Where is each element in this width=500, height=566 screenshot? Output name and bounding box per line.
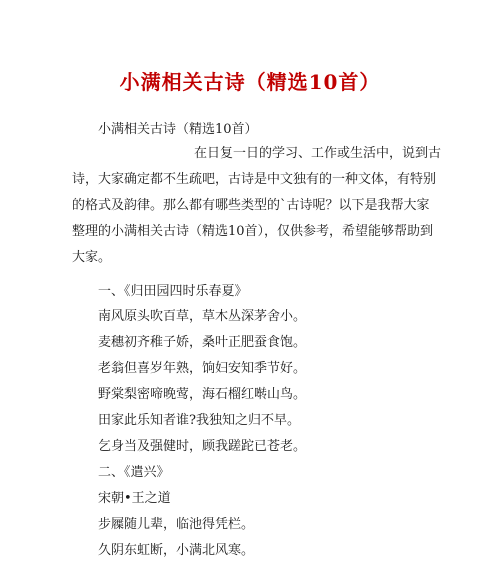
section-heading: 一、《归田园四时乐春夏》: [98, 284, 248, 299]
section-heading: 二、《遣兴》: [98, 465, 170, 480]
document-subheading: 小满相关古诗（精选10首）: [98, 122, 258, 137]
intro-paragraph: [72, 141, 442, 271]
poem-line: 久阴东虹断，小满北风寒。: [98, 543, 255, 558]
poem-line: 乞身当及强健时，顾我蹉跎已苍老。: [98, 439, 307, 454]
poem-line: 步屧随儿辈，临池得凭栏。: [98, 517, 255, 532]
poem-line: 南风原头吹百草，草木丛深茅舍小。: [98, 309, 307, 324]
poem-line: 野棠梨密啼晚莺，海石榴红啭山鸟。: [98, 387, 307, 402]
intro-text: 在日复一日的学习、工作或生活中，说到古诗，大家确定都不生疏吧，古诗是中文独有的一种文体，有特别的格式及韵律。那么都有哪些类型的`古诗呢？以下是我帮大家整理的小满相关古诗（精选10首），仅供参考，希望能够帮助到大家。: [72, 146, 442, 265]
poem-line: 田家此乐知者谁?我独知之归不早。: [98, 413, 300, 428]
poem-line: 老翁但喜岁年熟，饷妇安知季节好。: [98, 361, 307, 376]
poem-author: 宋朝•王之道: [98, 491, 171, 506]
document-title: 小满相关古诗（精选10首）: [119, 70, 381, 94]
poem-line: 麦穗初齐稚子娇，桑叶正肥蚕食饱。: [98, 335, 307, 350]
